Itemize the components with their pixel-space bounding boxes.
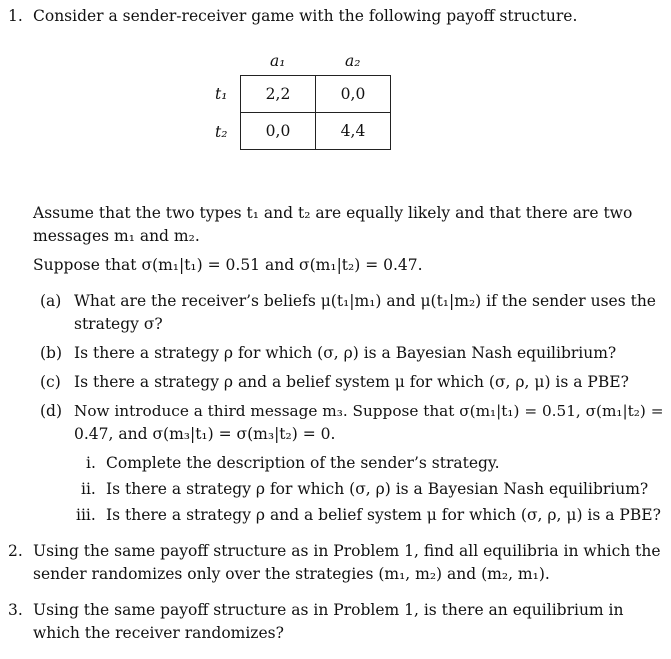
part-a-label: (a) (40, 292, 62, 310)
payoff-table (240, 75, 391, 150)
subpart-ii-label: ii. (81, 480, 96, 498)
problem-2-text-line1: Using the same payoff structure as in Problem 1, find all equilibria in which the (33, 542, 661, 560)
problem-3-text-line1: Using the same payoff structure as in Problem 1, is there an equilibrium in (33, 601, 624, 619)
problem-2-number: 2. (8, 542, 23, 560)
row-header-t2: t₂ (215, 123, 228, 141)
subpart-iii-text: Is there a strategy ρ and a belief system μ for which (σ, ρ, μ) is a PBE? (106, 506, 661, 524)
col-header-a1: a₁ (270, 52, 286, 70)
part-d-text-line2: 0.47, and σ(m₃|t₁) = σ(m₃|t₂) = 0. (74, 425, 336, 443)
part-a-text-line2: strategy σ? (74, 315, 163, 333)
problem-1-intro: Consider a sender-receiver game with the following payoff structure. (33, 7, 578, 25)
part-a-text-line1: What are the receiver’s beliefs μ(t₁|m₁) and μ(t₁|m₂) if the sender uses the (74, 292, 656, 310)
problem-2-text-line2: sender randomizes only over the strategies (m₁, m₂) and (m₂, m₁). (33, 565, 550, 583)
subpart-i-label: i. (86, 454, 96, 472)
subpart-iii-label: iii. (76, 506, 96, 524)
assume-text-line1: Assume that the two types t₁ and t₂ are equally likely and that there are two (33, 204, 633, 222)
suppose-text: Suppose that σ(m₁|t₁) = 0.51 and σ(m₁|t₂) = 0.47. (33, 256, 423, 274)
payoff-cell: 0,0 (241, 113, 316, 150)
part-b-text: Is there a strategy ρ for which (σ, ρ) is a Bayesian Nash equilibrium? (74, 344, 617, 362)
payoff-cell: 2,2 (241, 76, 316, 113)
payoff-cell: 4,4 (316, 113, 391, 150)
assume-text-line2: messages m₁ and m₂. (33, 227, 200, 245)
problem-3-text-line2: which the receiver randomizes? (33, 624, 284, 642)
table-row (241, 76, 391, 113)
part-b-label: (b) (40, 344, 63, 362)
subpart-ii-text: Is there a strategy ρ for which (σ, ρ) is a Bayesian Nash equilibrium? (106, 480, 649, 498)
problem-3-number: 3. (8, 601, 23, 619)
part-c-text: Is there a strategy ρ and a belief system μ for which (σ, ρ, μ) is a PBE? (74, 373, 629, 391)
subpart-i-text: Complete the description of the sender’s strategy. (106, 454, 500, 472)
part-d-label: (d) (40, 402, 63, 420)
part-d-text-line1: Now introduce a third message m₃. Suppose that σ(m₁|t₁) = 0.51, σ(m₁|t₂) = (74, 402, 664, 420)
row-header-t1: t₁ (215, 85, 228, 103)
table-row (241, 113, 391, 150)
problem-1-number: 1. (8, 7, 23, 25)
col-header-a2: a₂ (345, 52, 361, 70)
payoff-cell: 0,0 (316, 76, 391, 113)
part-c-label: (c) (40, 373, 61, 391)
